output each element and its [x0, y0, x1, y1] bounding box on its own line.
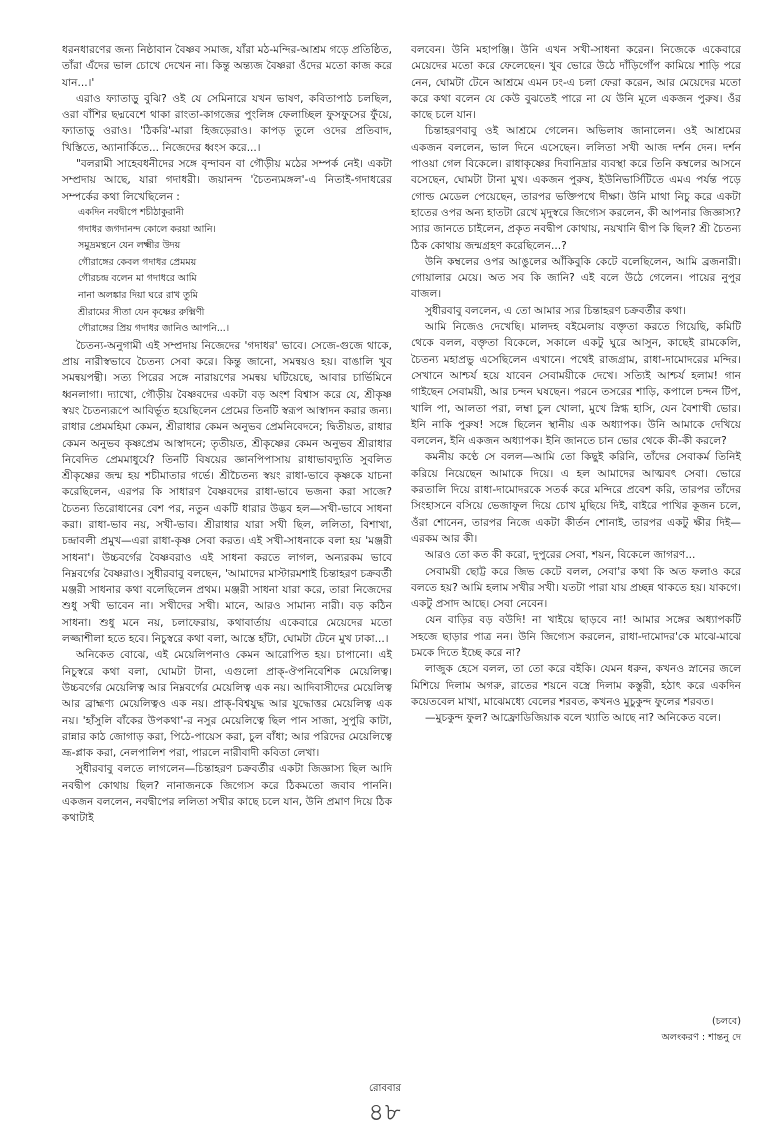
- paragraph: লাজুক হেসে বলল, তা তো করে বইকি। যেমন ধরুন, কখনও স্নানের জলে মিশিয়ে দিলাম অগরু, রাতের শয়নে বস্ত্রে দিলাম কস্তুরী, হঠাৎ করে একদিন কয়েতবেল মাখা, মাঝেমধ্যে বেলের শরবত, কখনও মুচুকুন্দ ফুলের শরবত।: [411, 663, 741, 708]
- verse-line: শ্রীরামের সীতা যেন কৃষ্ণের রুক্মিণী: [78, 306, 205, 318]
- verse-line: গদাধর জগদানন্দ কোলে করয়া আনি।: [78, 223, 216, 235]
- verse-quote: [78, 205, 392, 338]
- paragraph: উনি কম্বলের ওপর আঙুলের আঁকিবুকি কেটে বলেছিলেন, আমি ব্রজনারী। গোয়ালার মেয়ে। অত সব কি জানি? এই বলে উঠে গেলেন। পায়ের নুপুর বাজল।: [411, 255, 741, 301]
- verse-line: গৌরাঙ্গের কেবল গদাধর প্রেমময়: [78, 256, 197, 268]
- paragraph: —মুচকুন্দ ফুল? আফ্রোডিজিয়াক বলে খ্যাতি আছে না? অনিকেত বলে।: [425, 712, 721, 725]
- paragraph: আরও তো কত কী করো, দুপুরের সেবা, শয়ন, বিকেলে জাগরণ...: [425, 549, 696, 562]
- page-number: ৪৮: [368, 1098, 402, 1126]
- paragraph: যেন বাড়ির বড় বউদি! না খাইয়ে ছাড়বে না! আমার সঙ্গের অধ্যাপকটি সহজে ছাড়ার পাত্র নন। উনি জিগ্যেস করলেন, রাধা-দামোদর'কে মাঝে-মাঝে চমকে দিতে ইচ্ছে করে না?: [411, 614, 741, 659]
- verse-line: সমুদ্রমন্থনে যেন লক্ষ্মীর উদয়: [78, 240, 181, 252]
- continued-note: (চলবে): [711, 1016, 741, 1027]
- magazine-name: রোববার: [369, 1083, 401, 1094]
- paragraph: "বলরামী সাহেবধনীদের সঙ্গে বৃন্দাবন বা গৌড়ীয় মঠের সম্পর্ক নেই। একটা সম্প্রদায় আছে, যারা গদাধরী। জয়ানন্দ 'চৈতন্যমঙ্গল'-এ নিতাই-গদাধরের সম্পর্কের কথা লিখেছিলেন :: [62, 158, 392, 203]
- paragraph: সুধীরবাবু বলতে লাগলেন—চিন্তাহরণ চক্রবর্তীর একটা জিজ্ঞাস্য ছিল আদি নবদ্বীপ কোথায় ছিল? নানাজনকে জিগ্যেস করে ঠিকমতো জবাব পাননি। একজন বললেন, নবদ্বীপের ললিতা সখীর কাছে চলে যান, উনি প্রমাণ দিয়ে ঠিক কথাটাই: [62, 763, 392, 825]
- left-text-column: [62, 42, 392, 827]
- paragraph: আমি নিজেও দেখেছি। মালদহ বইমেলায় বক্তৃতা করতে গিয়েছি, কমিটি থেকে বলল, বক্তৃতা বিকেলে, সকালে একটু ঘুরে আসুন, কাছেই রামকেলি, চৈতন্য মহাপ্রভু এসেছিলেন এখানে। পথেই রাজগ্রাম, রাধা-দামোদরের মন্দির। সেখানে আশ্চর্য হয়ে যাবেন সেবাময়ীকে দেখে। সত্যিই আশ্চর্য হলাম! গান গাইছেন সেবাময়ী, আর চন্দন ঘষছেন। পরনে তসরের শাড়ি, কপালে চন্দন টিপ, খালি পা, আলতা পরা, লম্বা চুল খোলা, মুখে স্নিগ্ধ হাসি, যেন বৈশাখী ভোর। ইনি নাকি পুরুষ! সঙ্গে ছিলেন স্থানীয় এক অধ্যাপক। উনি আমাকে দেখিয়ে বললেন, ইনি একজন অধ্যাপক। ইনি জানতে চান ভোর থেকে কী-কী করলে?: [411, 321, 741, 448]
- right-text-column: [411, 42, 741, 726]
- paragraph: চিন্তাহরণবাবু ওই আশ্রমে গেলেন। অভিলাষ জানালেন। ওই আশ্রমের একজন বললেন, ভাল দিনে এসেছেন। ললিতা সখী আজ দর্শন দেন। দর্শন পাওয়া গেল বিকেলে। রাধাকৃষ্ণের দিবানিদ্রার ব্যবস্থা করে তিনি কম্বলের আসনে বসেছেন, ঘোমটা টানা মুখ। একজন পুরুষ, ইউনিভার্সিটিতে এমএ পর্যন্ত পড়ে গোল্ড মেডেল পেয়েছেন, তারপর ভক্তিপথে দীক্ষা। উনি মাথা নিচু করে একটা হাতের ওপর অন্য হাতটা রেখে মৃদুস্বরে জিগ্যেস করলেন, কী আপনার জিজ্ঞাস্য? স্যার জানতে চাইলেন, প্রকৃত নবদ্বীপ কোথায়, নয়খানি দ্বীপ কি ছিল? শ্রী চৈতন্য ঠিক কোথায় জন্মগ্রহণ করেছিলেন...?: [411, 125, 741, 252]
- verse-line: একদিন নবদ্বীপে শচীঠাকুরানী: [78, 206, 184, 218]
- illustration-credit: অলংকরণ : শান্তনু দে: [661, 1032, 741, 1043]
- paragraph: বলবেন। উনি মহাপঞ্জি। উনি এখন সখী-সাধনা করেন। নিজেকে একেবারে মেয়েদের মতো করে ফেলেছেন। খুব ভোরে উঠে দাঁড়িগোঁপ কামিয়ে শাড়ি পরে নেন, ঘোমটা টেনে আশ্রমে এমন ঢং-এ চলা ফেরা করেন, আর মেয়েদের মতো করে কথা বলেন যে কেউ বুঝতেই পারে না যে উনি মূলে একজন পুরুষ। ওঁর কাছে চলে যান।: [411, 44, 741, 122]
- paragraph: কমনীয় কণ্ঠে সে বলল—আমি তো কিছুই করিনি, তাঁদের সেবাকর্ম তিনিই করিয়ে নিয়েছেন আমাকে দিয়ে। এ হল আমাদের আত্মবৎ সেবা। ভোরে করতালি দিয়ে রাধা-দামোদরকে সতর্ক করে মন্দিরে প্রবেশ করি, তারপর তাঁদের সিংহাসনে বসিয়ে ভেজাফুল দিয়ে চোখ মুছিয়ে দিই, বাইরে পাখির কূজন চলে, ওঁরা শোনেন, তারপর নিজে একটা কীর্তন শোনাই, তারপর একটু ক্ষীর দিই—এরকম আর কী।: [411, 451, 741, 545]
- paragraph: সেবাময়ী ছোট্ট করে জিভ কেটে বলল, সেবা'র কথা কি অত ফলাও করে বলতে হয়? আমি হলাম সখীর সখী। যতটা পারা যায় প্রচ্ছন্ন থাকতে হয়। যাকগে। একটু প্রসাদ আছে। সেবা নেবেন।: [411, 565, 741, 611]
- verse-line: গৌরচন্দ্র বলেন মা গদাধরে আমি: [78, 273, 197, 285]
- paragraph: অনিকেত বোঝে, এই মেয়েলিপনাও কেমন আরোপিত হয়। চাপানো। এই নিচুস্বরে কথা বলা, ঘোমটা টানা, এগুলো প্রাক্-ঔপনিবেশিক মেয়েলিত্ব। উচ্চবর্গের মেয়েলিত্ব আর নিম্নবর্গের মেয়েলিত্ব এক নয়। আদিবাসীদের মেয়েলিত্ব আর ব্রাহ্মণ্য মেয়েলিত্বও এক নয়। প্রাক্-বিশ্বযুদ্ধ আর যুদ্ধোত্তর মেয়েলিত্ব এক নয়। 'হাঁসুলি বাঁকের উপকথা'-র নসুর মেয়েলিত্বে ছিল পান সাজা, সুপুরি কাটা, রান্নার কাঠ জোগাড় করা, পিঠে-পায়েস করা, চুল বাঁধা; আর পরিদের মেয়েলিত্বে ভ্রূ-প্লাক করা, নেলপালিশ পরা, পারলে নারীবাদী কবিতা লেখা।: [62, 649, 392, 760]
- paragraph: সুধীরবাবু বললেন, এ তো আমার স্যর চিন্তাহরণ চক্রবর্তীর কথা।: [425, 304, 686, 317]
- paragraph: এরাও ফ্যাতাড়ু বুঝি? ওই যে সেমিনারে যখন ভাষণ, কবিতাপাঠ চলছিল, ওরা বাঁশির ছদ্মবেশে থাকা রাংতা-কাগজের পুংলিঙ্গ ফেলাচ্ছিল ফুসফুসের ফুঁয়ে, ফ্যাতাড়ু ওরাও। 'ঠিকরি'-মারা হিজড়েরাও। কাপড় তুলে ওদের প্রতিবাদ, খিস্তিতে, অ্যানার্কিতে... নিজেদের ধ্বংস করে...।: [62, 92, 392, 154]
- paragraph: চৈতন্য-অনুগামী এই সম্প্রদায় নিজেদের 'গদাধর' ভাবে। সেজে-গুজে থাকে, প্রায় নারীস্বভাবে চৈতন্য সেবা করে। কিন্তু জানো, সমন্বয়ও হয়। বাঙালি খুব সমন্বয়পন্থী। সত্য পিরের সঙ্গে নারায়ণের সমন্বয় ঘটিয়েছে, আবার চার্ভিমিনে ধ্বনলাগা। দ্যাখো, গৌড়ীয় বৈষ্ণবদের একটা বড় অংশ বিশ্বাস করে যে, শ্রীকৃষ্ণ স্বয়ং চৈতন্যরূপে আবির্ভূত হয়েছিলেন প্রেমের তিনটি স্বরূপ আস্বাদন করার জন্য। রাধার প্রেমমহিমা কেমন, শ্রীরাধার কেমন অনুভব প্রেমনিবেদনে; দ্বিতীয়ত, রাধার কেমন অনুভব কৃষ্ণপ্রেম আস্বাদনে; তৃতীয়ত, শ্রীকৃষ্ণের কেমন অনুভব শ্রীরাধার নিবেদিত প্রেমমাধুর্যে? তিনটি বিষয়ের জ্ঞানপিপাসায় রাধাভাবদ্যুতি সুবলিত শ্রীকৃষ্ণের জন্ম হয় শচীমাতার গর্ভে। শ্রীচৈতন্য স্বয়ং রাধা-ভাবে কৃষ্ণকে যাচনা করেছিলেন, এরপর কি সাধারণ বৈষ্ণবদের রাধা-ভাবে ভজনা করা সাজে? চৈতন্য তিরোধানের বেশ পর, নতুন একটি ধারার উদ্ভব হল—সখী-ভাবে সাধনা করা। রাধা-ভাব নয়, সখী-ভাব। শ্রীরাধার যারা সখী ছিল, ললিতা, বিশাখা, চন্দ্রাবলী প্রমুখ—এরা রাধা-কৃষ্ণ সেবা করত। এই সখী-সাধনাকে বলা হয় 'মঞ্জরী সাধনা'। উচ্চবর্গের বৈষ্ণবরাও এই সাধনা করতে লাগল, অন্যরকম ভাবে নিম্নবর্গের বৈষ্ণরাও। সুধীরবাবু বলছেন, 'আমাদের মাস্টারমশাই চিন্তাহরণ চক্রবর্তী মঞ্জরী সাধনার কথা বলেছিলেন প্রথম। মঞ্জরী সাধনা যারা করে, তারা নিজেদের শুধু সখী ভাবেন না। সখীদের সখী। মানে, আরও সামান্য নারী। বড় কঠিন সাধনা। শুধু মনে নয়, চলাফেরায়, কথাবার্তায় একেবারে মেয়েদের মতো লজ্জাশীলা হতে হবে। নিচুস্বরে কথা বলা, আস্তে হাঁটা, ঘোমটা টেনে মুখ ঢাকা...।: [62, 339, 392, 646]
- paragraph: ধরনধারণের জন্য নিষ্ঠাবান বৈষ্ণব সমাজ, যাঁরা মঠ-মন্দির-আশ্রম গড়ে প্রতিষ্ঠিত, তাঁরা এঁদের ভাল চোখে দেখেন না। কিন্তু অন্ত্যজ বৈষ্ণরা ওঁদের মতো কাজ করে যান...।': [62, 44, 392, 89]
- verse-line: গৌরাঙ্গের প্রিয় গদাধর জানিও আপনি...।: [78, 323, 230, 335]
- verse-line: নানা অলঙ্কার দিয়া ঘরে রাখ তুমি: [78, 289, 198, 301]
- end-matter: [411, 1014, 741, 1046]
